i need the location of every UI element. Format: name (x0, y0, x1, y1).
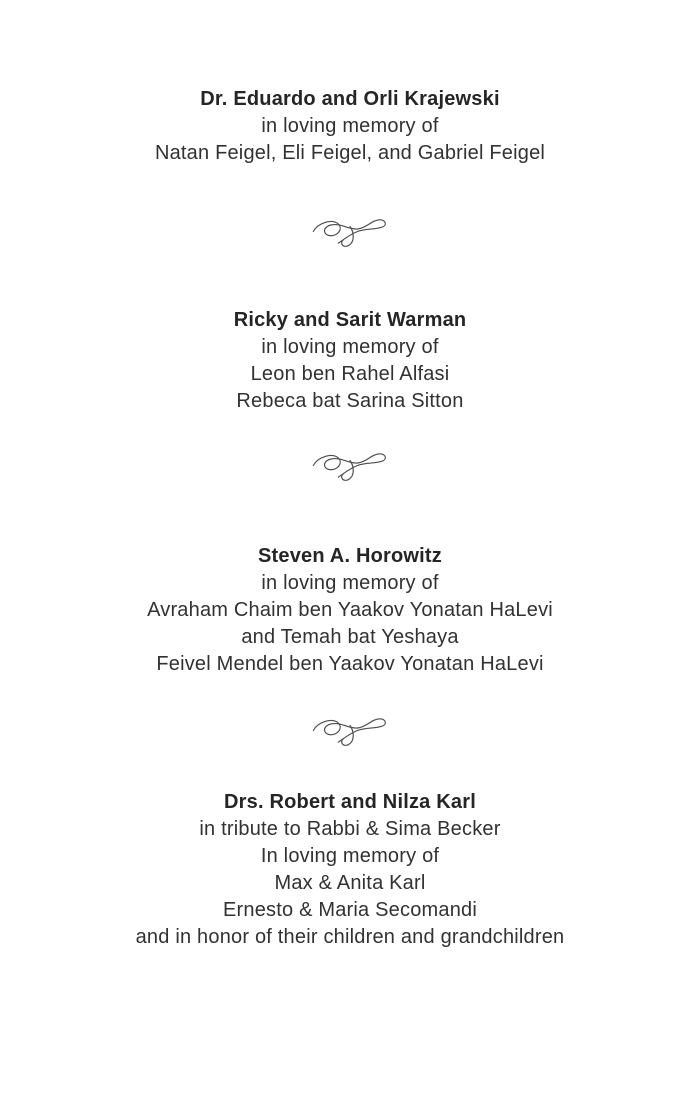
dedication-block-karl (0, 789, 700, 951)
dedication-block-warman (0, 307, 700, 415)
sponsor-name: Dr. Eduardo and Orli Krajewski (200, 88, 500, 110)
dedication-line: Avraham Chaim ben Yaakov Yonatan HaLevi (147, 599, 553, 621)
dedication-line: In loving memory of (260, 845, 440, 867)
dedication-line: in loving memory of (261, 336, 439, 358)
dedication-line: Natan Feigel, Eli Feigel, and Gabriel Feigel (154, 142, 546, 164)
dedication-line: Ernesto & Maria Secomandi (222, 899, 477, 921)
dedication-line: Max & Anita Karl (274, 872, 426, 894)
dedication-line: in tribute to Rabbi & Sima Becker (199, 818, 501, 840)
dedication-line: Feivel Mendel ben Yaakov Yonatan HaLevi (156, 653, 544, 675)
dedication-line: and in honor of their children and grandchildren (135, 926, 565, 948)
calligraphic-flourish-divider-icon (310, 708, 390, 748)
dedication-line: Rebeca bat Sarina Sitton (236, 390, 464, 412)
dedication-line: Leon ben Rahel Alfasi (250, 363, 450, 385)
sponsor-name: Drs. Robert and Nilza Karl (224, 791, 476, 813)
sponsor-name: Ricky and Sarit Warman (233, 309, 467, 331)
dedication-line: and Temah bat Yeshaya (241, 626, 459, 648)
calligraphic-flourish-divider-icon (310, 209, 390, 249)
calligraphic-flourish-divider-icon (310, 443, 390, 483)
dedication-line: in loving memory of (261, 115, 439, 137)
dedication-line: in loving memory of (261, 572, 439, 594)
dedication-block-krajewski (0, 86, 700, 167)
sponsor-name: Steven A. Horowitz (258, 545, 442, 567)
dedication-block-horowitz (0, 543, 700, 678)
